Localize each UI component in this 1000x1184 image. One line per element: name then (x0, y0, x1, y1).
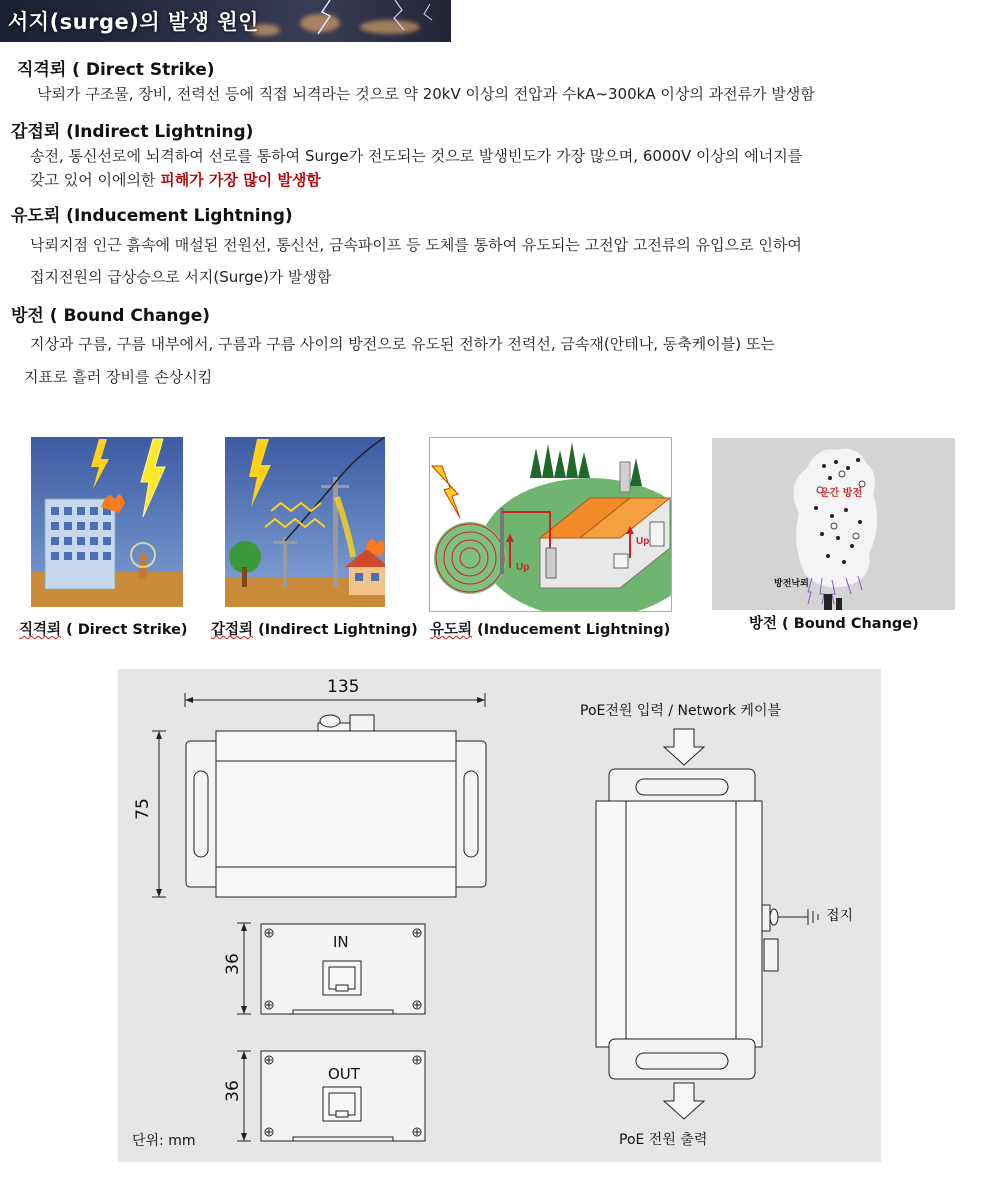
caption-inducement-lightning: 유도뢰 (Inducement Lightning) (430, 622, 671, 638)
discharge-strike-label: 방전낙뢰 (774, 579, 809, 589)
heading-bound-change: 방전 ( Bound Change) (11, 306, 211, 326)
text-indirect-lightning-1: 송전, 통신선로에 뇌격하여 선로를 통하여 Surge가 전도되는 것으로 발생빈도가 가장 많으며, 6000V 이상의 에너지를 (30, 147, 803, 165)
text-direct-strike: 낙뢰가 구조물, 장비, 전력선 등에 직접 뇌격라는 것으로 약 20kV 이상의 전압과 수kA~300kA 이상의 과전류가 발생함 (37, 85, 815, 103)
ground-label: 접지 (826, 908, 854, 924)
unit-label: 단위: mm (132, 1133, 196, 1149)
text-bound-change-2: 지표로 흘러 장비를 손상시킴 (24, 368, 213, 386)
in-port-label: IN (333, 933, 349, 951)
caption-direct-strike: 직격뢰 ( Direct Strike) (19, 622, 188, 638)
inducement-lightning-illustration (429, 437, 672, 612)
text-inducement-1: 낙뢰지점 인근 흙속에 매설된 전원선, 통신선, 금속파이프 등 도체를 통하여 유도되는 고전압 고전류의 유입으로 인하여 (30, 236, 802, 254)
text-bound-change-1: 지상과 구름, 구름 내부에서, 구름과 구름 사이의 방전으로 유도된 전하가 전력선, 금속재(안테나, 동축케이블) 또는 (30, 335, 775, 353)
out-height-dimension-label: 36 (222, 1080, 243, 1102)
caption-bound-change: 방전 ( Bound Change) (749, 616, 919, 632)
heading-inducement-lightning: 유도뢰 (Inducement Lightning) (11, 206, 293, 226)
up-label-2: Up (636, 536, 650, 547)
cloud-discharge-label: 운간 방전 (820, 488, 863, 499)
indirect-lightning-illustration (225, 437, 385, 607)
caption-indirect-lightning: 갑접뢰 (Indirect Lightning) (211, 622, 418, 638)
height-dimension-label: 75 (132, 798, 153, 820)
in-height-dimension-label: 36 (222, 953, 243, 975)
text-indirect-lightning-2: 갖고 있어 이에의한 피해가 가장 많이 발생함 (30, 171, 321, 189)
heading-direct-strike: 직격뢰 ( Direct Strike) (17, 60, 215, 80)
dimension-diagram (118, 669, 881, 1162)
input-label: PoE전원 입력 / Network 케이블 (580, 703, 781, 719)
output-label: PoE 전원 출력 (619, 1132, 708, 1148)
width-dimension-label: 135 (327, 677, 360, 697)
bound-change-illustration (712, 438, 955, 610)
direct-strike-illustration (31, 437, 183, 607)
up-label-1: Up (516, 562, 530, 573)
heading-indirect-lightning: 갑접뢰 (Indirect Lightning) (11, 122, 254, 142)
page-title: 서지(surge)의 발생 원인 (8, 10, 259, 34)
text-inducement-2: 접지전원의 급상승으로 서지(Surge)가 발생함 (30, 268, 332, 286)
emphasis-text: 피해가 가장 많이 발생함 (160, 171, 321, 189)
out-port-label: OUT (328, 1065, 360, 1083)
title-banner (0, 0, 451, 42)
